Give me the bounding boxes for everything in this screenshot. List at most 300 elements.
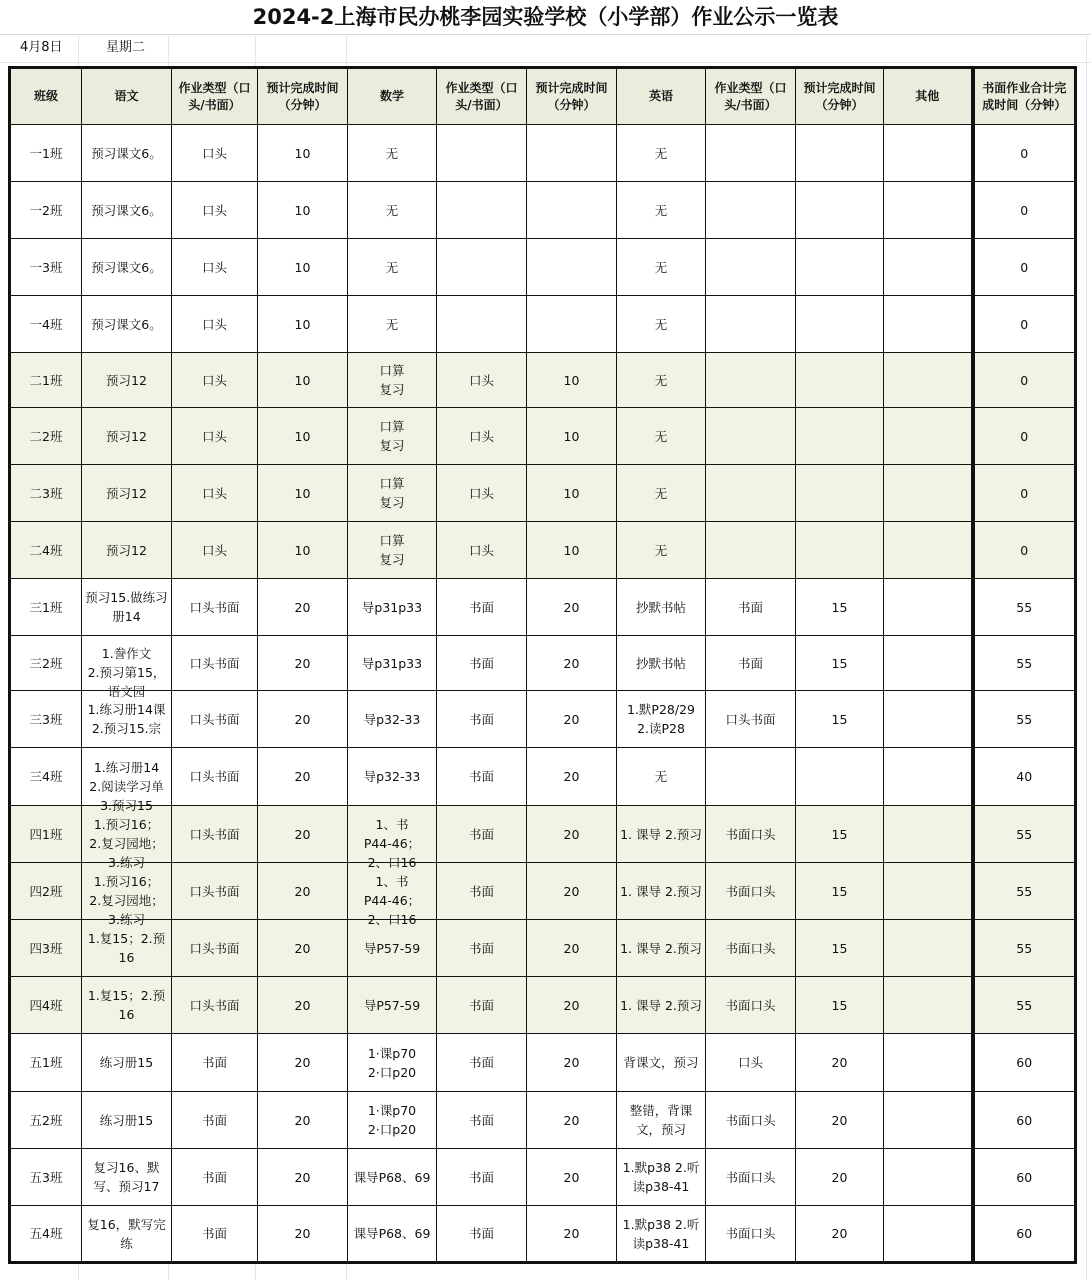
cell-text: 无 <box>654 485 668 501</box>
cell-chinese <box>82 465 172 522</box>
cell-other <box>884 806 973 863</box>
cell-chinese-type <box>172 691 258 748</box>
cell-english-time <box>796 522 884 579</box>
cell-text: 无 <box>385 202 399 218</box>
cell-total <box>973 296 1076 353</box>
cell-text: 四2班 <box>29 883 63 899</box>
cell-chinese-time <box>258 125 348 182</box>
cell-other <box>884 636 973 691</box>
cell-text: 书面口头 <box>725 1112 776 1128</box>
cell-english <box>617 691 706 748</box>
cell-math <box>348 579 437 636</box>
cell-text: 无 <box>654 769 668 784</box>
cell-class <box>10 182 82 239</box>
cell-text: 书面 <box>468 1112 494 1128</box>
cell-text: 无 <box>654 428 668 444</box>
cell-english <box>617 579 706 636</box>
cell-other <box>884 182 973 239</box>
cell-english-time <box>796 1092 884 1149</box>
cell-total <box>973 691 1076 748</box>
header-math-time: 预计完成时间（分钟） <box>527 68 617 125</box>
cell-text: 20 <box>563 1226 580 1241</box>
cell-english-type <box>706 353 796 408</box>
cell-total <box>973 408 1076 465</box>
cell-english <box>617 353 706 408</box>
cell-text: 书面 <box>468 940 494 956</box>
cell-text: 10 <box>294 372 311 388</box>
cell-other <box>884 408 973 465</box>
cell-text: 20 <box>831 1055 848 1070</box>
cell-chinese-time <box>258 522 348 579</box>
cell-text: 10 <box>294 428 311 444</box>
cell-text: 0 <box>1020 145 1029 161</box>
cell-math-time <box>527 353 617 408</box>
cell-english-type <box>706 977 796 1034</box>
cell-text: 书面 <box>468 599 494 615</box>
cell-text: 口算 复习 <box>379 419 405 453</box>
cell-text: 预习15.做练习册14 <box>85 590 168 624</box>
cell-class <box>10 1034 82 1092</box>
cell-text: 10 <box>294 316 311 332</box>
cell-math-type <box>437 1092 527 1149</box>
cell-class <box>10 691 82 748</box>
cell-text: 55 <box>1016 655 1033 671</box>
cell-chinese <box>82 863 172 927</box>
cell-text: 书面口头 <box>725 1226 776 1241</box>
cell-text: 无 <box>654 372 668 388</box>
cell-math-type <box>437 125 527 182</box>
cell-text: 二1班 <box>29 372 63 388</box>
cell-english-type <box>706 465 796 522</box>
cell-chinese-type <box>172 579 258 636</box>
table-row <box>10 691 1076 748</box>
cell-math-type <box>437 465 527 522</box>
cell-text: 口头书面 <box>189 655 240 671</box>
cell-text: 20 <box>563 655 580 671</box>
cell-text: 二4班 <box>29 542 63 558</box>
cell-english-type <box>706 691 796 748</box>
cell-english-time <box>796 920 884 977</box>
cell-text: 0 <box>1020 259 1029 275</box>
cell-text: 55 <box>1016 997 1033 1013</box>
header-math: 数学 <box>348 68 437 125</box>
cell-text: 15 <box>831 655 848 671</box>
cell-text: 口头 <box>468 372 494 388</box>
cell-text: 20 <box>294 769 311 784</box>
cell-english-time <box>796 579 884 636</box>
cell-chinese <box>82 977 172 1034</box>
cell-other <box>884 1034 973 1092</box>
cell-math-type <box>437 691 527 748</box>
cell-total <box>973 239 1076 296</box>
cell-text: 15 <box>831 826 848 842</box>
cell-chinese-time <box>258 465 348 522</box>
cell-other <box>884 977 973 1034</box>
cell-text: 四3班 <box>29 940 63 956</box>
cell-math-type <box>437 863 527 920</box>
cell-math-type <box>437 353 527 408</box>
cell-total <box>973 182 1076 239</box>
cell-english-type <box>706 125 796 182</box>
cell-text: 20 <box>294 826 311 842</box>
cell-text: 20 <box>563 1112 580 1128</box>
cell-text: 1.默P28/29 2.读P28 <box>627 702 695 736</box>
header-math-type: 作业类型（口头/书面） <box>437 68 527 125</box>
cell-text: 15 <box>831 997 848 1013</box>
cell-text: 预习课文6。 <box>91 202 162 218</box>
cell-class <box>10 408 82 465</box>
cell-text: 复16，默写完练 <box>87 1216 166 1251</box>
cell-english <box>617 863 706 920</box>
cell-text: 20 <box>563 599 580 615</box>
cell-text: 0 <box>1020 542 1029 558</box>
cell-math <box>348 1206 437 1263</box>
cell-math-type <box>437 1034 527 1092</box>
table-row <box>10 806 1076 863</box>
cell-text: 书面 <box>468 883 494 899</box>
table-row <box>10 1206 1076 1263</box>
cell-text: 口头 <box>201 259 227 275</box>
cell-total <box>973 863 1076 920</box>
cell-math <box>348 125 437 182</box>
table-row <box>10 1034 1076 1092</box>
cell-text: 预习课文6。 <box>91 145 162 161</box>
cell-math-type <box>437 579 527 636</box>
cell-chinese <box>82 1149 172 1206</box>
cell-text: 书面 <box>737 655 763 671</box>
cell-chinese-time <box>258 863 348 920</box>
cell-text: 口头 <box>468 428 494 444</box>
cell-text: 口头书面 <box>189 997 240 1013</box>
cell-text: 预习12 <box>106 485 147 501</box>
cell-text: 1.誊作文 2.预习第15，语文园 <box>87 646 166 699</box>
cell-text: 预习课文6。 <box>91 316 162 332</box>
cell-math <box>348 1092 437 1149</box>
header-english-time: 预计完成时间（分钟） <box>796 68 884 125</box>
cell-text: 口头书面 <box>189 599 240 615</box>
table-row <box>10 522 1076 579</box>
table-body <box>10 125 1076 1263</box>
cell-text: 55 <box>1016 940 1033 956</box>
cell-math-time <box>527 579 617 636</box>
cell-english-time <box>796 863 884 920</box>
cell-text: 口头 <box>468 485 494 501</box>
cell-other <box>884 1149 973 1206</box>
cell-english <box>617 239 706 296</box>
cell-text: 书面口头 <box>725 1169 776 1185</box>
cell-text: 口头书面 <box>189 711 240 727</box>
cell-chinese <box>82 579 172 636</box>
cell-chinese-type <box>172 353 258 408</box>
cell-text: 无 <box>385 316 399 332</box>
cell-class <box>10 353 82 408</box>
cell-chinese-time <box>258 182 348 239</box>
cell-text: 背课文，预习 <box>623 1055 699 1070</box>
cell-math-type <box>437 239 527 296</box>
cell-total <box>973 1034 1076 1092</box>
cell-text: 整错，背课文，预习 <box>629 1103 693 1137</box>
table-row <box>10 1149 1076 1206</box>
cell-text: 四1班 <box>29 826 63 842</box>
cell-chinese-type <box>172 296 258 353</box>
cell-text: 练习册15 <box>99 1055 154 1070</box>
cell-text: 10 <box>563 542 580 558</box>
cell-text: 书面口头 <box>725 940 776 956</box>
cell-text: 口头 <box>201 485 227 501</box>
cell-chinese-time <box>258 296 348 353</box>
cell-chinese-type <box>172 239 258 296</box>
cell-math <box>348 691 437 748</box>
cell-chinese <box>82 748 172 813</box>
cell-math <box>348 977 437 1034</box>
cell-text: 20 <box>563 826 580 842</box>
cell-text: 无 <box>654 259 668 275</box>
cell-other <box>884 579 973 636</box>
cell-math-time <box>527 691 617 748</box>
cell-text: 55 <box>1016 826 1033 842</box>
table-row <box>10 636 1076 691</box>
cell-english <box>617 125 706 182</box>
cell-text: 五4班 <box>29 1226 63 1241</box>
header-other: 其他 <box>884 68 973 125</box>
cell-text: 导p31p33 <box>361 599 423 615</box>
cell-math-time <box>527 636 617 691</box>
cell-class <box>10 296 82 353</box>
cell-total <box>973 636 1076 691</box>
table-row <box>10 125 1076 182</box>
cell-text: 20 <box>563 711 580 727</box>
cell-text: 1. 课导 2.预习 <box>620 826 702 842</box>
cell-text: 20 <box>563 997 580 1013</box>
cell-text: 10 <box>294 542 311 558</box>
cell-text: 书面 <box>468 1226 494 1241</box>
cell-chinese-type <box>172 1034 258 1092</box>
cell-english-time <box>796 408 884 465</box>
cell-chinese-time <box>258 691 348 748</box>
cell-english-time <box>796 125 884 182</box>
cell-text: 10 <box>294 485 311 501</box>
cell-text: 课导P68、69 <box>353 1169 431 1185</box>
cell-text: 无 <box>654 316 668 332</box>
cell-math-type <box>437 522 527 579</box>
cell-text: 口头书面 <box>725 711 776 727</box>
cell-text: 20 <box>294 1112 311 1128</box>
cell-text: 五2班 <box>29 1112 63 1128</box>
cell-other <box>884 1206 973 1263</box>
cell-class <box>10 465 82 522</box>
cell-english-type <box>706 1149 796 1206</box>
cell-other <box>884 239 973 296</box>
cell-english-type <box>706 579 796 636</box>
cell-text: 0 <box>1020 372 1029 388</box>
cell-total <box>973 465 1076 522</box>
cell-math-time <box>527 1034 617 1092</box>
cell-text: 口头书面 <box>189 940 240 956</box>
cell-text: 60 <box>1016 1112 1033 1128</box>
cell-chinese-type <box>172 522 258 579</box>
cell-english-time <box>796 1034 884 1092</box>
cell-math-time <box>527 1092 617 1149</box>
cell-text: 口头 <box>737 1055 763 1070</box>
cell-text: 一1班 <box>29 145 63 161</box>
cell-text: 1.预习16； 2.复习园地；3.练习 <box>89 817 164 870</box>
cell-text: 导P57-59 <box>363 997 421 1013</box>
cell-math-type <box>437 182 527 239</box>
cell-other <box>884 522 973 579</box>
header-total: 书面作业合计完成时间（分钟） <box>973 68 1076 125</box>
cell-english-type <box>706 806 796 863</box>
cell-text: 10 <box>563 485 580 501</box>
cell-chinese-type <box>172 1149 258 1206</box>
cell-total <box>973 1092 1076 1149</box>
cell-text: 一2班 <box>29 202 63 218</box>
cell-math <box>348 408 437 465</box>
cell-text: 无 <box>385 145 399 161</box>
cell-text: 60 <box>1016 1226 1033 1241</box>
cell-class <box>10 239 82 296</box>
cell-text: 55 <box>1016 711 1033 727</box>
cell-math <box>348 863 437 927</box>
cell-english <box>617 636 706 691</box>
cell-other <box>884 863 973 920</box>
cell-english-type <box>706 1206 796 1263</box>
cell-math <box>348 636 437 691</box>
cell-text: 20 <box>294 997 311 1013</box>
cell-chinese-time <box>258 977 348 1034</box>
weekday-label: 星期二 <box>106 40 146 55</box>
cell-text: 1.默p38 2.听读p38-41 <box>622 1160 700 1194</box>
cell-text: 书面 <box>201 1112 227 1128</box>
cell-text: 1·课p70 2·口p20 <box>367 1103 417 1137</box>
cell-class <box>10 748 82 806</box>
cell-math-type <box>437 636 527 691</box>
cell-english <box>617 408 706 465</box>
cell-text: 三4班 <box>29 769 63 784</box>
cell-math-time <box>527 977 617 1034</box>
cell-text: 书面 <box>468 769 494 784</box>
cell-text: 抄默书帖 <box>635 599 686 615</box>
cell-class <box>10 806 82 863</box>
cell-chinese <box>82 522 172 579</box>
cell-total <box>973 806 1076 863</box>
table-row <box>10 182 1076 239</box>
cell-english-type <box>706 1034 796 1092</box>
cell-text: 书面 <box>737 599 763 615</box>
cell-chinese-time <box>258 1092 348 1149</box>
cell-math <box>348 1149 437 1206</box>
cell-chinese-type <box>172 977 258 1034</box>
cell-text: 15 <box>831 940 848 956</box>
cell-math-time <box>527 465 617 522</box>
cell-text: 无 <box>654 542 668 558</box>
cell-math-time <box>527 408 617 465</box>
date-row <box>0 34 1091 63</box>
cell-english-time <box>796 636 884 691</box>
cell-text: 60 <box>1016 1169 1033 1185</box>
cell-text: 20 <box>563 769 580 784</box>
cell-text: 0 <box>1020 316 1029 332</box>
cell-english-time <box>796 691 884 748</box>
cell-chinese <box>82 1206 172 1263</box>
cell-text: 无 <box>385 259 399 275</box>
cell-text: 三2班 <box>29 655 63 671</box>
cell-math-time <box>527 182 617 239</box>
cell-english-type <box>706 239 796 296</box>
cell-english-time <box>796 182 884 239</box>
homework-table <box>8 66 1077 1264</box>
cell-text: 三1班 <box>29 599 63 615</box>
cell-english-type <box>706 408 796 465</box>
cell-math-type <box>437 1206 527 1263</box>
cell-chinese <box>82 636 172 699</box>
cell-text: 1.练习册14课 2.预习15.宗 <box>87 702 166 736</box>
cell-chinese-type <box>172 806 258 863</box>
cell-text: 导p32-33 <box>363 711 421 727</box>
cell-text: 一3班 <box>29 259 63 275</box>
cell-class <box>10 920 82 977</box>
cell-text: 0 <box>1020 428 1029 444</box>
table-row <box>10 465 1076 522</box>
cell-text: 预习12 <box>106 372 147 388</box>
table-row <box>10 408 1076 465</box>
cell-text: 10 <box>294 145 311 161</box>
cell-chinese-type <box>172 748 258 806</box>
cell-math-time <box>527 1206 617 1263</box>
cell-math-time <box>527 748 617 806</box>
header-chinese-time: 预计完成时间（分钟） <box>258 68 348 125</box>
cell-english <box>617 1092 706 1149</box>
table-row <box>10 920 1076 977</box>
cell-chinese <box>82 1092 172 1149</box>
cell-chinese <box>82 1034 172 1092</box>
cell-text: 20 <box>563 883 580 899</box>
cell-math-time <box>527 920 617 977</box>
cell-math-time <box>527 1149 617 1206</box>
cell-text: 书面 <box>468 655 494 671</box>
cell-math-time <box>527 125 617 182</box>
cell-english-time <box>796 748 884 806</box>
cell-text: 口算 复习 <box>379 363 405 397</box>
cell-english-time <box>796 977 884 1034</box>
cell-total <box>973 1206 1076 1263</box>
cell-text: 口头 <box>201 316 227 332</box>
cell-class <box>10 636 82 691</box>
cell-text: 10 <box>294 259 311 275</box>
cell-class <box>10 1092 82 1149</box>
cell-chinese <box>82 408 172 465</box>
cell-chinese <box>82 691 172 748</box>
sheet-gridline <box>1086 34 1087 1280</box>
cell-text: 二3班 <box>29 485 63 501</box>
cell-other <box>884 465 973 522</box>
table-row <box>10 239 1076 296</box>
cell-english-time <box>796 1206 884 1263</box>
cell-text: 口头 <box>201 145 227 161</box>
cell-chinese-type <box>172 465 258 522</box>
cell-math <box>348 296 437 353</box>
cell-chinese <box>82 920 172 977</box>
cell-english-time <box>796 296 884 353</box>
cell-chinese-time <box>258 636 348 691</box>
table-row <box>10 1092 1076 1149</box>
cell-math <box>348 465 437 522</box>
cell-text: 20 <box>294 1055 311 1070</box>
table-row <box>10 748 1076 806</box>
cell-text: 1.预习16； 2.复习园地；3.练习 <box>89 874 164 927</box>
cell-text: 10 <box>563 428 580 444</box>
cell-chinese-type <box>172 636 258 691</box>
cell-text: 导P57-59 <box>363 940 421 956</box>
